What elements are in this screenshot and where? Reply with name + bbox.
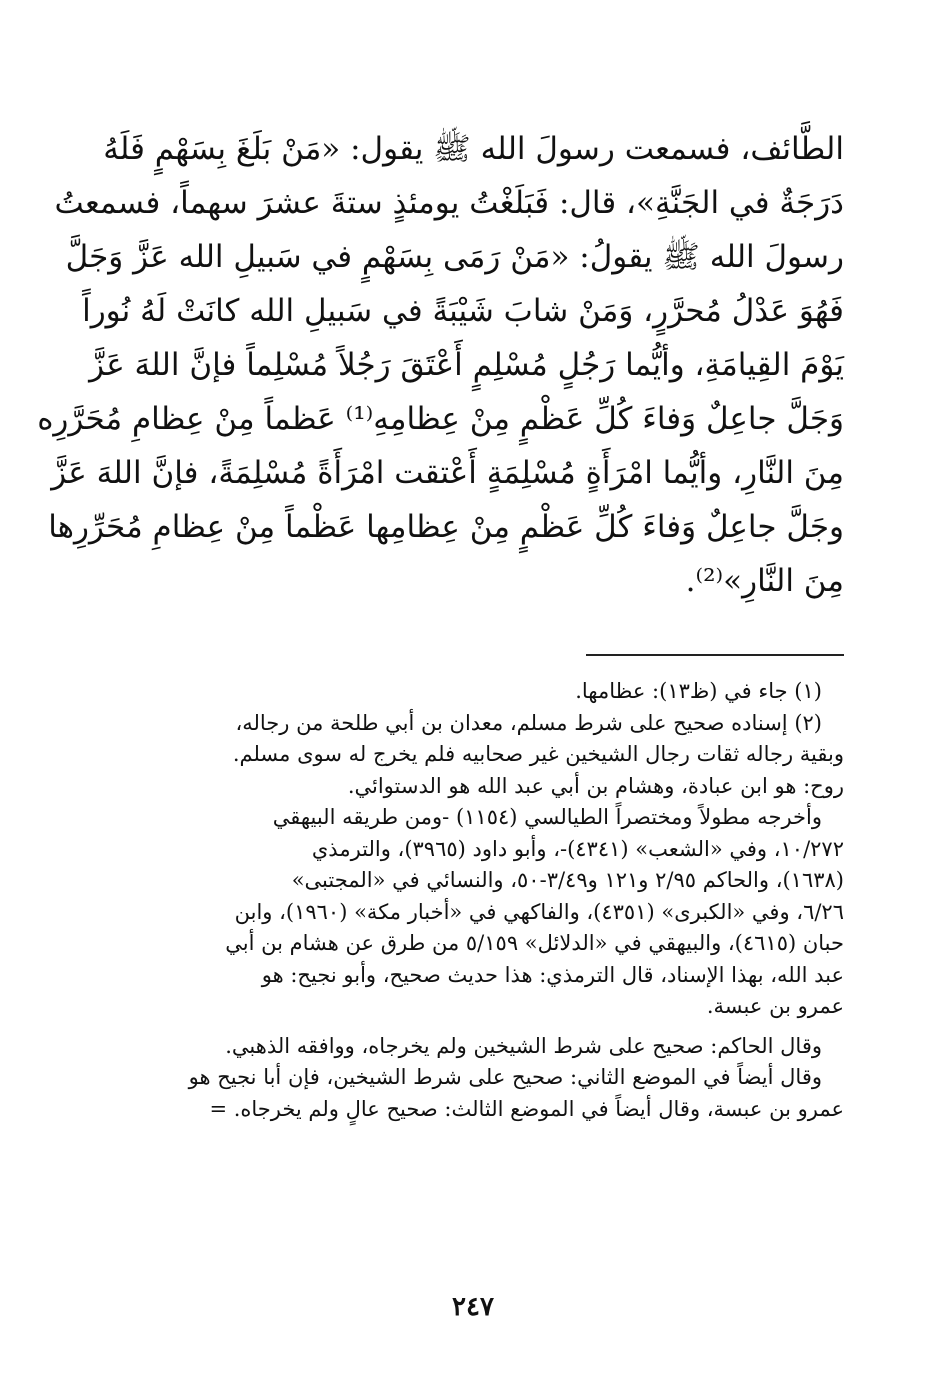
footnote-line: (١٦٣٨)، والحاكم ٢/٩٥ و١٢١ و٣/٤٩-٥٠، والنسائي في «المجتبى» <box>291 868 844 892</box>
main-text-line: الطَّائف، فسمعت رسولَ الله ﷺ يقول: «مَنْ بَلَغَ بِسَهْمٍ فَلَهُ <box>103 131 844 167</box>
footnote-line: حبان (٤٦١٥)، والبيهقي في «الدلائل» ٥/١٥٩ من طرق عن هشام بن أبي <box>225 931 844 955</box>
main-text-line: فَهُوَ عَدْلُ مُحرَّرٍ، وَمَنْ شابَ شَيْبَةً في سَبيلِ الله كانَتْ لَهُ نُوراً <box>82 293 844 329</box>
footnote-line: عمرو بن عبسة، وقال أيضاً في الموضع الثالث: صحيح عالٍ ولم يخرجاه. = <box>209 1096 844 1121</box>
footnote-line: وقال أيضاً في الموضع الثاني: صحيح على شرط الشيخين، فإن أبا نجيح هو <box>188 1065 822 1089</box>
main-text-block <box>37 122 844 608</box>
footnote-line: روح: هو ابن عبادة، وهشام بن أبي عبد الله هو الدستوائي. <box>347 773 844 798</box>
page-number: ٢٤٧ <box>452 1292 494 1322</box>
main-text-line: مِنَ النَّارِ»⁽²⁾. <box>685 563 844 599</box>
footnote-line: وأخرجه مطولاً ومختصراً الطيالسي (١١٥٤) -ومن طريقه البيهقي <box>272 805 822 829</box>
footnote-separator <box>586 654 844 656</box>
main-text-line: رسولَ الله ﷺ يقولُ: «مَنْ رَمَى بِسَهْمٍ في سَبيلِ الله عَزَّ وَجَلَّ <box>65 239 844 275</box>
paragraph-gap <box>132 1023 844 1031</box>
main-text-line: وَجَلَّ جاعِلٌ وَفاءَ كُلِّ عَظْمٍ مِنْ عِظامِهِ⁽¹⁾ عَظماً مِنْ عِظامِ مُحَرَّرِه <box>37 401 844 437</box>
footnote-line: (١) جاء في (ظ١٣): عظامها. <box>575 679 822 703</box>
footnote-line: وقال الحاكم: صحيح على شرط الشيخين ولم يخرجاه، ووافقه الذهبي. <box>225 1033 822 1058</box>
footnote-line: ١٠/٢٧٢، وفي «الشعب» (٤٣٤١)-، وأبو داود (٣٩٦٥)، والترمذي <box>311 836 844 861</box>
footnote-line: (٢) إسناده صحيح على شرط مسلم، معدان بن أبي طلحة من رجاله، <box>235 710 822 735</box>
footnote-line: ٦/٢٦، وفي «الكبرى» (٤٣٥١)، والفاكهي في «أخبار مكة» (١٩٦٠)، وابن <box>234 899 844 924</box>
footnote-line: عبد الله، بهذا الإسناد، قال الترمذي: هذا حديث صحيح، وأبو نجيح: هو <box>261 962 844 987</box>
footnote-line: وبقية رجاله ثقات رجال الشيخين غير صحابيه فلم يخرج له سوى مسلم. <box>232 742 844 766</box>
main-text-line: يَوْمَ القِيامَةِ، وأيُّما رَجُلٍ مُسْلِمٍ أَعْتَقَ رَجُلاً مُسْلِماً فإنَّ اللهَ عَزَّ <box>89 347 844 383</box>
footnote-line: عمرو بن عبسة. <box>706 994 844 1018</box>
main-text-line: دَرَجَةٌ في الجَنَّةِ»، قال: فَبَلَغْتُ يومئذٍ ستةَ عشرَ سهماً، فسمعتُ <box>54 185 844 221</box>
main-text-line: مِنَ النَّارِ، وأيُّما امْرَأَةٍ مُسْلِمَةٍ أَعْتقت امْرَأَةً مُسْلِمَةً، فإنَّ اللهَ عَزَّ <box>51 455 844 491</box>
footnotes-block <box>132 676 844 1125</box>
main-text-line: وجَلَّ جاعِلٌ وَفاءَ كُلِّ عَظْمٍ مِنْ عِظامِها عَظْماً مِنْ عِظامِ مُحَرِّرِها <box>48 509 844 545</box>
